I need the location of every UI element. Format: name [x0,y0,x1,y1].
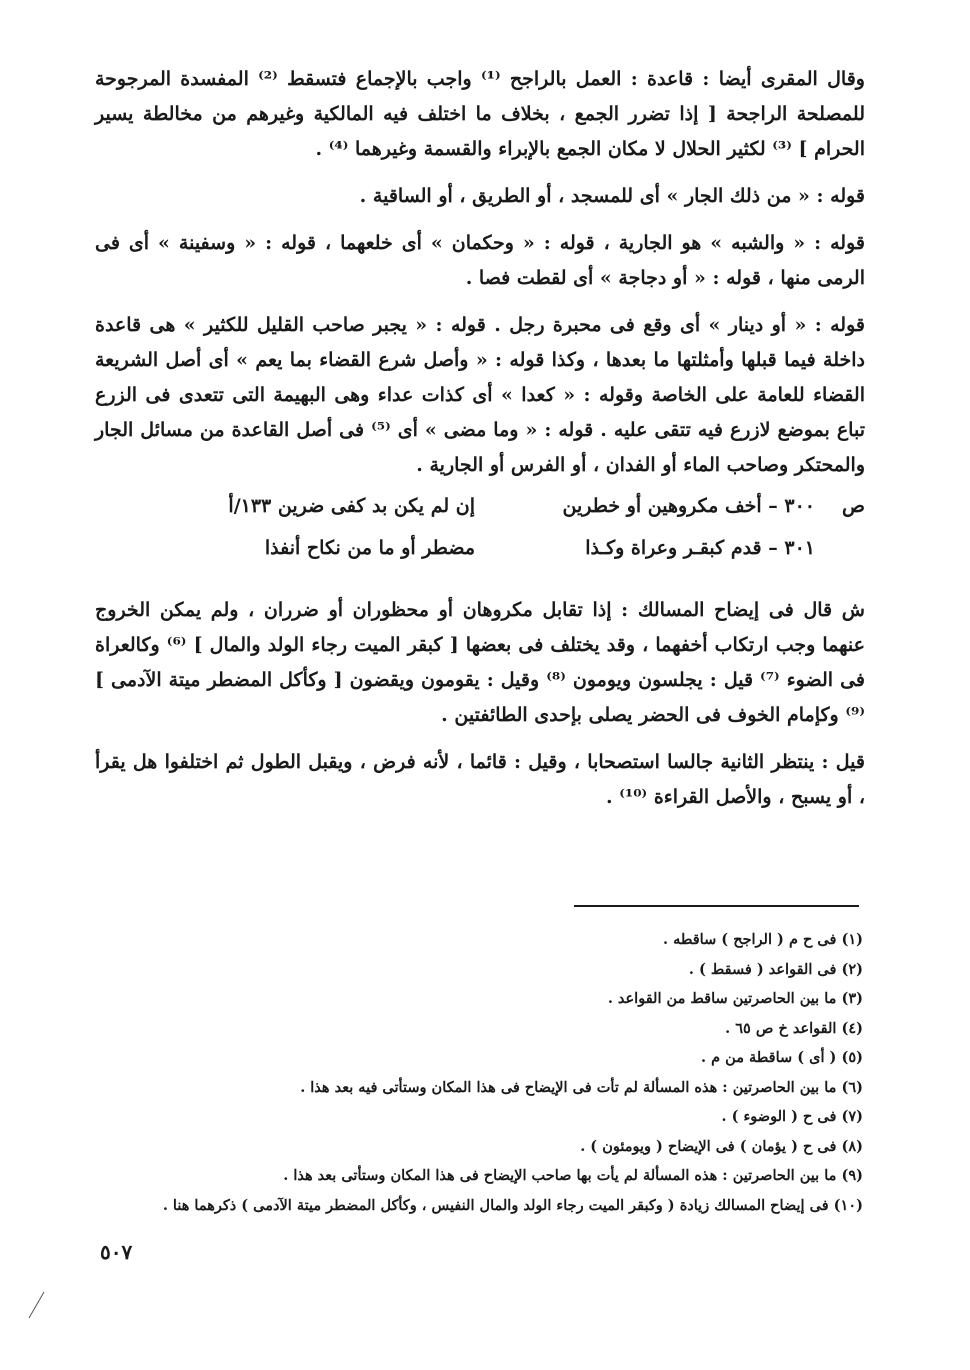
pen-stroke-mark [26,1290,46,1320]
verse-block [95,495,865,579]
footnote: (٤) القواعد خ ص ٦٥ . [725,1019,863,1037]
footnote-divider [574,905,859,907]
paragraph: قوله : « والشبه » هو الجارية ، قوله : « وحكمان » أى خلعهما ، قوله : « وسفينة » أى فى الرمى منها ، قوله : « أو دجاجة » أى لقطت فصا . [95,232,865,289]
verse-hemistich-first: ٣٠٠ – أخف مكروهين أو خطرين [562,495,815,517]
footnote: (١) فى ح م ( الراجح ) ساقطه . [662,931,863,948]
verse-hemistich-second: مضطر أو ما من نكاح أنفذا [264,537,475,559]
main-text [95,62,865,827]
page-number: ٥٠٧ [100,1240,133,1264]
verse-line [95,495,865,537]
verse-hemistich-second: إن لم يكن بد كفى ضرين ١٣٣/أ [228,495,475,517]
footnote: (١٠) فى إيضاح المسالك زيادة ( وكبقر الميت رجاء الولد والمال النفيس ، وكأكل المضطر ميتة الآدمى ) ذكرهما هنا . [162,1196,863,1214]
verse-hemistich-first: ٣٠١ – قدم كبقـر وعراة وكـذا [585,537,815,559]
verse-marker: ص [842,495,865,517]
paragraph: وقال المقرى أيضا : قاعدة : العمل بالراجح ⁽¹⁾ واجب بالإجماع فتسقط ⁽²⁾ المفسدة المرجوحة للمصلحة الراجحة [ إذا تضرر الجمع ، بخلاف ما اختلف فيه المالكية وغيرهم من مخالطة يسير الحرام ] ⁽³⁾ لكثير الحلال لا مكان الجمع بالإبراء والقسمة وغيرهما ⁽⁴⁾ . [95,68,865,160]
verse-line [95,537,865,579]
footnote: (٧) فى ح ( الوضوء ) . [721,1108,863,1125]
footnote: (٢) فى القواعد ( فسقط ) . [688,960,863,978]
footnote: (٨) فى ح ( يؤمان ) فى الإيضاح ( ويومئون ) . [580,1137,863,1155]
footnote: (٦) ما بين الحاصرتين : هذه المسألة لم تأت فى الإيضاح فى هذا المكان وستأتى فيه بعد هذا . [300,1078,863,1096]
commentary-paragraph: قيل : ينتظر الثانية جالسا استصحابا ، وقيل : قائما ، لأنه فرض ، ويقبل الطول ثم اختلفوا هل يقرأ ، أو يسبح ، والأصل القراءة ⁽¹⁰⁾ . [95,751,865,808]
paragraph: قوله : « من ذلك الجار » أى للمسجد ، أو الطريق ، أو الساقية . [359,185,865,207]
commentary-paragraph: ش قال فى إيضاح المسالك : إذا تقابل مكروهان أو محظوران أو ضرران ، ولم يمكن الخروج عنهما وجب ارتكاب أخفهما ، وقد يختلف فى بعضها [ كبقر الميت رجاء الولد والمال ] ⁽⁶⁾ وكالعراة فى الضوء ⁽⁷⁾ قيل : يجلسون ويومون ⁽⁸⁾ وقيل : يقومون ويقضون [ وكأكل المضطر ميتة الآدمى ] ⁽⁹⁾ وكإمام الخوف فى الحضر يصلى بإحدى الطائفتين . [95,599,865,726]
footnote: (٥) ( أى ) ساقطة من م . [701,1049,863,1066]
footnote: (٣) ما بين الحاصرتين ساقط من القواعد . [607,990,863,1007]
footnotes [95,925,863,1220]
footnote: (٩) ما بين الحاصرتين : هذه المسألة لم يأت بها صاحب الإيضاح فى هذا المكان وستأتى بعد هذا . [283,1167,863,1184]
paragraph: قوله : « أو دينار » أى وقع فى محبرة رجل . قوله : « يجبر صاحب القليل للكثير » هى قاعدة داخلة فيما قبلها وأمثلتها ما بعدها ، وكذا قوله : « وأصل شرع القضاء بما يعم » أى أصل الشريعة القضاء للعامة على الخاصة وقوله : « كعدا » أى كذات عداء وهى البهيمة التى تتعدى فى الزرع تباع بموضع لازرع فيه تتقى عليه . قوله : « وما مضى » أى ⁽⁵⁾ فى أصل القاعدة من مسائل الجار والمحتكر وصاحب الماء أو الفدان ، أو الفرس أو الجارية . [95,314,865,476]
